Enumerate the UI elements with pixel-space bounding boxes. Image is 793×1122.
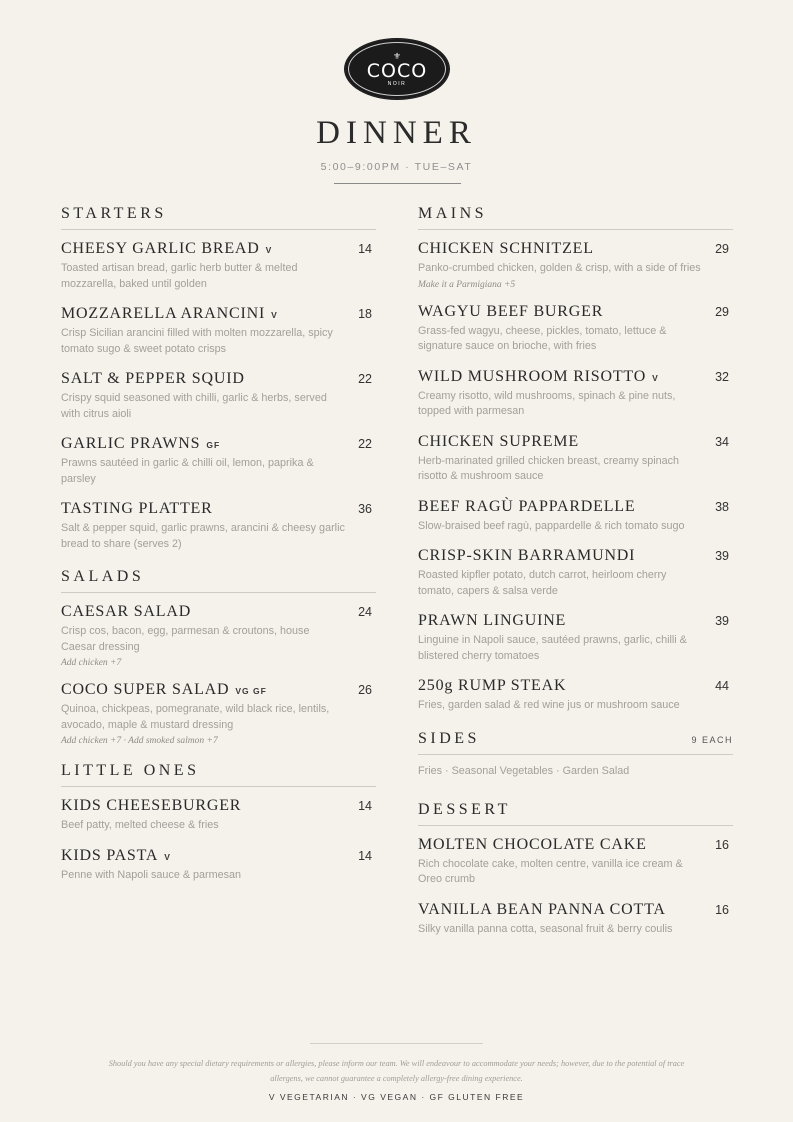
section-header — [418, 801, 733, 826]
menu-item-description: Penne with Napoli sauce & parmesan — [61, 868, 242, 881]
dietary-tag: V — [265, 245, 273, 255]
menu-item-header — [61, 797, 376, 815]
menu-item-header — [61, 603, 376, 621]
menu-item-name: MOLTEN CHOCOLATE CAKE — [418, 835, 647, 853]
menu-item-title — [418, 433, 579, 451]
menu-item-header — [418, 677, 733, 695]
menu-item-title — [418, 303, 603, 321]
menu-item-price: 39 — [715, 549, 729, 563]
menu-item-title — [418, 368, 659, 386]
page-title: DINNER — [316, 115, 477, 151]
menu-item-header — [418, 901, 733, 919]
menu-item-name: KIDS PASTA — [61, 846, 159, 864]
menu-item-description: Linguine in Napoli sauce, sautéed prawns, garlic, chilli & blistered cherry tomatoes — [418, 634, 687, 662]
logo-sub: NOIR — [387, 81, 407, 87]
starters-section — [61, 205, 376, 552]
section-title: SIDES — [418, 729, 480, 747]
menu-item-name: BEEF RAGÙ PAPPARDELLE — [418, 497, 636, 515]
menu-item-description: Fries, garden salad & red wine jus or mushroom sauce — [418, 699, 680, 711]
menu-item-title — [61, 603, 191, 621]
menu-item-title — [61, 500, 213, 518]
menu-list — [418, 240, 733, 714]
sides-list: Fries · Seasonal Vegetables · Garden Salad — [418, 764, 630, 777]
menu-item-description: Herb-marinated grilled chicken breast, creamy spinach risotto & mushroom sauce — [418, 454, 680, 482]
menu-item-header — [61, 370, 376, 388]
menu-item-name: GARLIC PRAWNS — [61, 435, 201, 452]
logo — [344, 38, 450, 100]
opening-hours: 5:00–9:00PM · TUE–SAT — [320, 161, 473, 173]
logo-name: COCO — [366, 60, 428, 82]
menu-item — [61, 435, 376, 487]
menu-item-price: 29 — [715, 304, 729, 319]
menu-item — [418, 368, 733, 420]
menu-item-description: Salt & pepper squid, garlic prawns, arancini & cheesy garlic bread to share (serves 2) — [61, 522, 345, 550]
menu-item-name: TASTING PLATTER — [61, 500, 213, 517]
section-header — [418, 730, 733, 755]
menu-item-price: 16 — [715, 902, 729, 917]
menu-item-price: 29 — [715, 242, 729, 256]
menu-item-price: 44 — [715, 679, 729, 693]
salads-section — [61, 568, 376, 746]
left-column — [61, 205, 376, 899]
menu-item — [418, 547, 733, 599]
menu-item — [418, 677, 733, 714]
menu-item-name: KIDS CHEESEBURGER — [61, 797, 242, 814]
menu-item-description: Crisp Sicilian arancini filled with molten mozzarella, spicy tomato sugo & sweet potato crisps — [61, 327, 333, 355]
section-title: DESSERT — [418, 800, 511, 818]
menu-item-price: 26 — [358, 683, 372, 697]
menu-item — [61, 847, 376, 884]
menu-item-header — [418, 433, 733, 451]
menu-item-name: CHEESY GARLIC BREAD — [61, 240, 260, 257]
menu-item-description: Creamy risotto, wild mushrooms, spinach & pine nuts, topped with parmesan — [418, 389, 676, 417]
sides-price-note: 9 EACH — [691, 734, 733, 745]
menu-item-price: 24 — [358, 605, 372, 619]
menu-item — [61, 797, 376, 834]
dietary-legend: V VEGETARIAN · VG VEGAN · GF GLUTEN FREE — [268, 1092, 525, 1102]
menu-item-name: COCO SUPER SALAD — [61, 681, 230, 698]
menu-item-addon: Add chicken +7 · Add smoked salmon +7 — [61, 736, 218, 746]
dietary-tag: GF — [206, 440, 221, 450]
menu-item-price: 39 — [715, 614, 729, 628]
section-title: LITTLE ONES — [61, 762, 200, 779]
menu-item-name: CAESAR SALAD — [61, 603, 192, 620]
footer-divider — [310, 1043, 483, 1044]
menu-item — [418, 303, 733, 355]
allergy-notice: Should you have any special dietary requirements or allergies, please inform our team. We will endeavour to accommodate your needs; however, due to the potential of trace allergens, we cannot guarantee a completely allergy-free dining experience. — [108, 1059, 685, 1083]
menu-item-header — [418, 368, 733, 386]
menu-item-price: 22 — [358, 437, 372, 451]
menu-item-description: Crisp cos, bacon, egg, parmesan & croutons, house Caesar dressing — [61, 625, 310, 653]
menu-item-title — [61, 435, 220, 453]
menu-item — [418, 612, 733, 664]
menu-item — [418, 901, 733, 938]
menu-item-description: Slow-braised beef ragù, pappardelle & rich tomato sugo — [418, 519, 685, 532]
menu-item-name: WAGYU BEEF BURGER — [418, 302, 604, 320]
menu-list — [418, 836, 733, 938]
menu-item-title — [418, 240, 594, 258]
menu-item-price: 38 — [715, 499, 729, 514]
menu-item-description: Crispy squid seasoned with chilli, garlic & herbs, served with citrus aioli — [61, 392, 327, 420]
menu-item-header — [61, 681, 376, 699]
mains-section — [418, 205, 733, 714]
menu-item-header — [418, 498, 733, 516]
dietary-tag: V — [164, 851, 171, 862]
menu-item — [418, 433, 733, 485]
section-header — [61, 205, 376, 230]
menu-item-title — [418, 547, 635, 565]
menu-item-header — [418, 836, 733, 854]
menu-list — [61, 797, 376, 883]
menu-item-header — [61, 305, 376, 323]
menu-item-header — [418, 240, 733, 258]
sides-section — [418, 730, 733, 777]
menu-list — [61, 240, 376, 552]
menu-item-header — [418, 612, 733, 630]
menu-item-price: 16 — [715, 837, 729, 852]
section-title: SALADS — [61, 568, 145, 585]
menu-item — [61, 370, 376, 422]
menu-item-name: CHICKEN SUPREME — [418, 432, 579, 450]
menu-item-title — [418, 612, 566, 630]
menu-item-title — [61, 240, 272, 258]
menu-list — [61, 603, 376, 746]
menu-item-price: 14 — [358, 848, 372, 863]
menu-item-title — [418, 498, 635, 516]
dietary-tag: VG GF — [235, 686, 267, 696]
menu-item-name: SALT & PEPPER SQUID — [61, 370, 245, 387]
menu-item-name: VANILLA BEAN PANNA COTTA — [418, 900, 666, 918]
menu-item-title — [418, 901, 666, 919]
right-column — [418, 205, 733, 953]
menu-item-description: Roasted kipfler potato, dutch carrot, heirloom cherry tomato, capers & salsa verde — [418, 569, 667, 597]
menu-item-header — [61, 240, 376, 258]
menu-item — [61, 681, 376, 746]
section-header — [418, 205, 733, 230]
menu-item-title — [61, 681, 267, 699]
menu-item-description: Grass-fed wagyu, cheese, pickles, tomato, lettuce & signature sauce on brioche, with fries — [418, 324, 667, 352]
menu-item-addon: Add chicken +7 — [61, 658, 122, 668]
section-title: MAINS — [418, 205, 488, 222]
dietary-tag: V — [271, 310, 278, 320]
menu-item-name: CRISP-SKIN BARRAMUNDI — [418, 547, 636, 564]
little-ones-section — [61, 762, 376, 883]
menu-item-name: PRAWN LINGUINE — [418, 612, 567, 629]
menu-item-name: MOZZARELLA ARANCINI — [61, 305, 266, 322]
menu-item-description: Prawns sautéed in garlic & chilli oil, lemon, paprika & parsley — [61, 457, 314, 485]
menu-item-title — [61, 305, 278, 323]
menu-item — [418, 498, 733, 535]
menu-item-title — [61, 797, 241, 815]
menu-item-description: Toasted artisan bread, garlic herb butter & melted mozzarella, baked until golden — [61, 262, 298, 290]
menu-item-price: 18 — [358, 307, 372, 321]
menu-item-price: 36 — [358, 502, 372, 516]
menu-item-name: 250g RUMP STEAK — [418, 677, 567, 694]
menu-item-description: Quinoa, chickpeas, pomegranate, wild black rice, lentils, avocado, maple & mustard dressing — [61, 703, 330, 731]
menu-item-header — [418, 547, 733, 565]
menu-item-header — [61, 435, 376, 453]
menu-item — [418, 836, 733, 888]
menu-item — [61, 305, 376, 357]
menu-item — [61, 240, 376, 292]
section-title: STARTERS — [61, 205, 167, 222]
menu-item-price: 32 — [715, 369, 729, 384]
menu-item-description: Rich chocolate cake, molten centre, vanilla ice cream & Oreo crumb — [418, 857, 683, 885]
menu-item-name: CHICKEN SCHNITZEL — [418, 240, 594, 257]
menu-item-title — [61, 847, 171, 865]
dessert-section — [418, 801, 733, 938]
menu-item-price: 22 — [358, 372, 372, 386]
dietary-tag: V — [652, 372, 659, 383]
menu-item — [418, 240, 733, 290]
menu-item-description: Silky vanilla panna cotta, seasonal fruit & berry coulis — [418, 922, 673, 935]
menu-item — [61, 500, 376, 552]
fleur-de-lis-icon: ⚜ — [392, 51, 402, 61]
menu-item-addon: Make it a Parmigiana +5 — [418, 279, 516, 290]
menu-item-price: 14 — [358, 242, 372, 256]
menu-item-header — [61, 847, 376, 865]
menu-item-description: Panko-crumbed chicken, golden & crisp, with a side of fries — [418, 262, 701, 274]
menu-item-name: WILD MUSHROOM RISOTTO — [418, 367, 647, 385]
menu-item-header — [61, 500, 376, 518]
menu-item-header — [418, 303, 733, 321]
divider — [334, 183, 461, 184]
menu-item-title — [418, 836, 647, 854]
menu-item-title — [418, 677, 566, 695]
menu-item-price: 34 — [715, 434, 729, 449]
section-header — [61, 762, 376, 787]
menu-item — [61, 603, 376, 668]
section-header — [61, 568, 376, 593]
menu-item-title — [61, 370, 245, 388]
menu-item-description: Beef patty, melted cheese & fries — [61, 819, 219, 831]
menu-item-price: 14 — [358, 799, 372, 813]
